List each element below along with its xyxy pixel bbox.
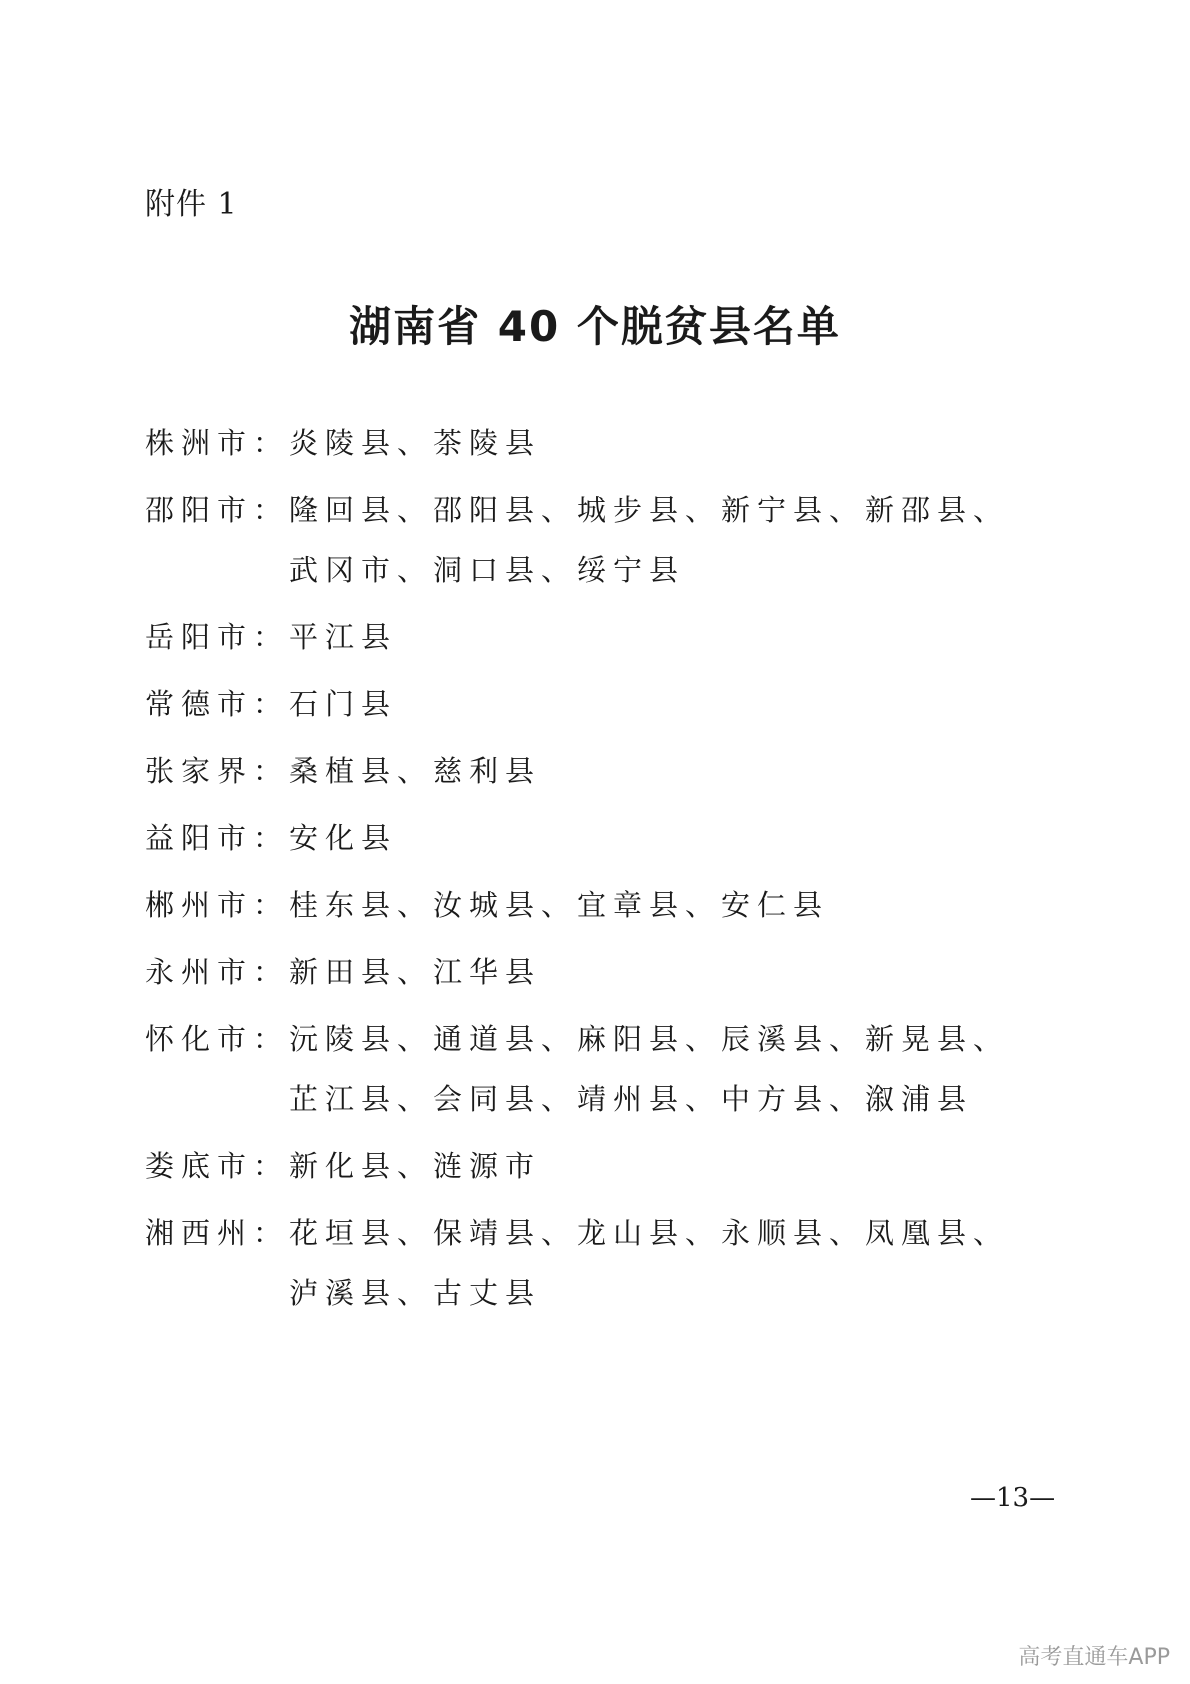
city-name: 常德市：: [145, 687, 290, 721]
county-names: 安化县: [289, 821, 398, 855]
city-name: 郴州市：: [145, 888, 290, 922]
page-number: —13—: [970, 1483, 1056, 1513]
document-title: 湖南省 40 个脱贫县名单: [349, 302, 841, 351]
list-item: [145, 815, 1045, 868]
list-item: [145, 882, 1045, 935]
city-name: 张家界：: [145, 754, 290, 788]
city-name: 益阳市：: [145, 821, 290, 855]
county-names: 沅陵县、通道县、麻阳县、辰溪县、新晃县、芷江县、会同县、靖州县、中方县、溆浦县: [289, 1022, 1010, 1116]
city-name: 怀化市：: [145, 1022, 290, 1056]
list-item: [145, 420, 1045, 473]
city-name: 株洲市：: [145, 426, 290, 460]
county-names: 花垣县、保靖县、龙山县、永顺县、凤凰县、泸溪县、古丈县: [289, 1216, 1010, 1310]
city-name: 邵阳市：: [145, 493, 290, 527]
list-item: [145, 1016, 1045, 1129]
list-item: [145, 681, 1045, 734]
list-item: [145, 949, 1045, 1002]
list-item: [145, 1210, 1045, 1323]
county-names: 隆回县、邵阳县、城步县、新宁县、新邵县、武冈市、洞口县、绥宁县: [289, 493, 1010, 587]
county-names: 新化县、涟源市: [289, 1149, 542, 1183]
county-names: 桑植县、慈利县: [289, 754, 542, 788]
county-names: 平江县: [289, 620, 398, 654]
county-list: [145, 420, 1045, 1337]
county-names: 炎陵县、茶陵县: [289, 426, 542, 460]
attachment-label: 附件 1: [145, 187, 238, 222]
watermark-text: 高考直通车APP: [1018, 1645, 1170, 1670]
list-item: [145, 1143, 1045, 1196]
city-name: 永州市：: [145, 955, 290, 989]
list-item: [145, 487, 1045, 600]
city-name: 娄底市：: [145, 1149, 290, 1183]
city-name: 湘西州：: [145, 1216, 290, 1250]
county-names: 桂东县、汝城县、宜章县、安仁县: [289, 888, 830, 922]
list-item: [145, 748, 1045, 801]
list-item: [145, 614, 1045, 667]
city-name: 岳阳市：: [145, 620, 290, 654]
county-names: 新田县、江华县: [289, 955, 542, 989]
county-names: 石门县: [289, 687, 398, 721]
